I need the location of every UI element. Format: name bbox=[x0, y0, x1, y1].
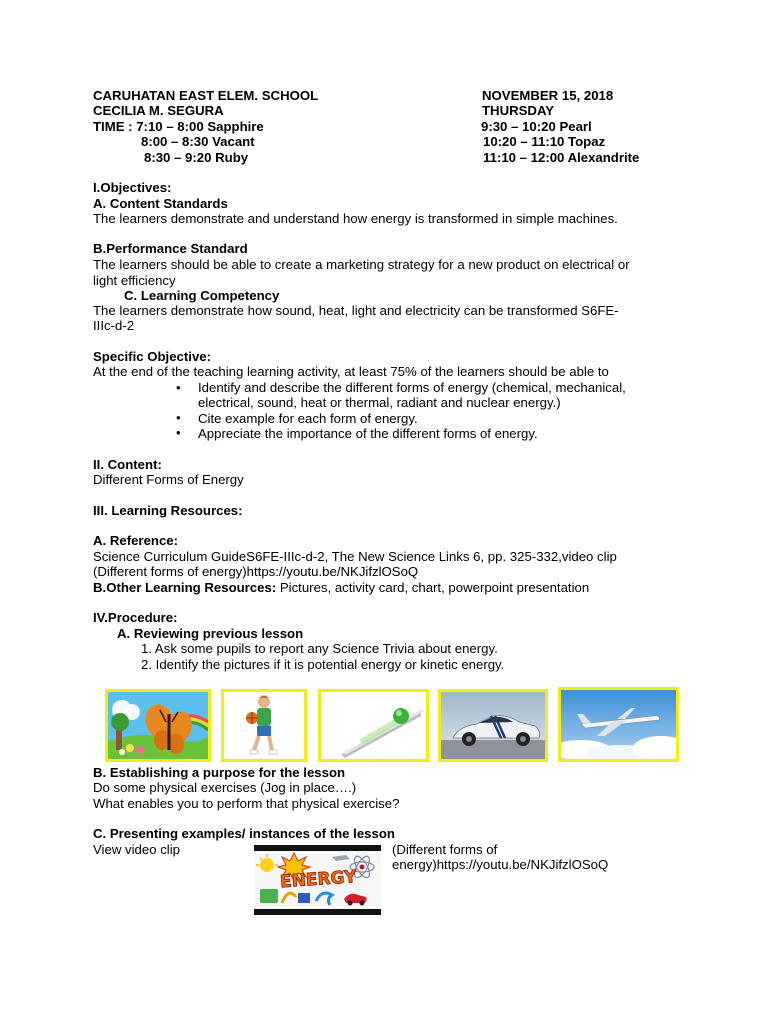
schedule-item: 8:00 – 8:30 Vacant bbox=[141, 134, 255, 149]
schedule-item: 10:20 – 11:10 Topaz bbox=[483, 134, 606, 149]
reviewing-heading: A. Reviewing previous lesson bbox=[117, 626, 304, 641]
objective-item: Appreciate the importance of the different forms of energy. bbox=[198, 426, 538, 441]
performance-standard-heading: B.Performance Standard bbox=[93, 241, 248, 256]
bullet-icon: • bbox=[176, 410, 181, 425]
reference-text: Science Curriculum GuideS6FE-IIIc-d-2, The New Science Links 6, pp. 325-332,video clip bbox=[93, 549, 617, 564]
objectives-heading: I.Objectives: bbox=[93, 180, 172, 195]
purpose-heading: B. Establishing a purpose for the lesson bbox=[93, 765, 346, 780]
performance-standard-text: light efficiency bbox=[93, 273, 176, 288]
schedule-item: 9:30 – 10:20 Pearl bbox=[481, 119, 592, 134]
bullet-icon: • bbox=[176, 380, 181, 395]
ball-on-ramp-picture bbox=[318, 689, 429, 762]
video-reference: (Different forms of bbox=[392, 842, 498, 857]
basketball-player-icon bbox=[224, 692, 304, 759]
procedure-step: 1. Ask some pupils to report any Science Trivia about energy. bbox=[141, 641, 498, 656]
energy-video-thumbnail[interactable] bbox=[254, 845, 381, 915]
car-icon bbox=[441, 692, 545, 759]
lesson-day: THURSDAY bbox=[482, 103, 555, 118]
procedure-heading: IV.Procedure: bbox=[93, 610, 178, 625]
schedule-item: TIME : 7:10 – 8:00 Sapphire bbox=[93, 119, 264, 134]
reference-text: (Different forms of energy)https://youtu.be/NKJifzlOSoQ bbox=[93, 564, 419, 579]
sports-car-picture bbox=[438, 689, 548, 762]
purpose-text: Do some physical exercises (Jog in place….) bbox=[93, 780, 357, 795]
other-resources bbox=[93, 580, 589, 596]
airplane-icon bbox=[561, 690, 676, 759]
content-standards-heading: A. Content Standards bbox=[93, 196, 228, 211]
airplane-picture bbox=[558, 687, 679, 762]
teacher-name: CECILIA M. SEGURA bbox=[93, 103, 224, 118]
rolling-ball-icon bbox=[321, 692, 426, 759]
procedure-step: 2. Identify the pictures if it is potential energy or kinetic energy. bbox=[141, 657, 505, 672]
learning-resources-heading: III. Learning Resources: bbox=[93, 503, 243, 518]
content-text: Different Forms of Energy bbox=[93, 472, 244, 487]
video-reference: energy)https://youtu.be/NKJifzlOSoQ bbox=[392, 857, 609, 872]
video-clip-label: View video clip bbox=[93, 842, 180, 857]
learning-competency-text: The learners demonstrate how sound, heat, light and electricity can be transformed S6FE- bbox=[93, 303, 619, 318]
objective-item: Cite example for each form of energy. bbox=[198, 411, 418, 426]
performance-standard-text: The learners should be able to create a marketing strategy for a new product on electrical or bbox=[93, 257, 630, 272]
basketball-boy-picture bbox=[221, 689, 307, 762]
butterfly-icon bbox=[108, 692, 208, 759]
other-resources-text: Pictures, activity card, chart, powerpoint presentation bbox=[276, 580, 590, 595]
content-standards-text: The learners demonstrate and understand how energy is transformed in simple machines. bbox=[93, 211, 618, 226]
schedule-item: 11:10 – 12:00 Alexandrite bbox=[483, 150, 640, 165]
purpose-text: What enables you to perform that physical exercise? bbox=[93, 796, 400, 811]
other-resources-label: B.Other Learning Resources: bbox=[93, 580, 277, 595]
energy-collage-icon bbox=[254, 845, 381, 915]
butterfly-picture bbox=[105, 689, 211, 762]
bullet-icon: • bbox=[176, 425, 181, 440]
lesson-date: NOVEMBER 15, 2018 bbox=[482, 88, 614, 103]
school-name: CARUHATAN EAST ELEM. SCHOOL bbox=[93, 88, 319, 103]
specific-objective-intro: At the end of the teaching learning activity, at least 75% of the learners should be able to bbox=[93, 364, 609, 379]
learning-competency-heading: C. Learning Competency bbox=[124, 288, 280, 303]
presenting-heading: C. Presenting examples/ instances of the lesson bbox=[93, 826, 395, 841]
reference-heading: A. Reference: bbox=[93, 533, 179, 548]
content-heading: II. Content: bbox=[93, 457, 162, 472]
objective-item: electrical, sound, heat or thermal, radiant and nuclear energy.) bbox=[198, 395, 561, 410]
schedule-item: 8:30 – 9:20 Ruby bbox=[144, 150, 249, 165]
specific-objective-heading: Specific Objective: bbox=[93, 349, 211, 364]
objective-item: Identify and describe the different forms of energy (chemical, mechanical, bbox=[198, 380, 626, 395]
learning-competency-text: IIIc-d-2 bbox=[93, 318, 135, 333]
energy-title: ENERGY bbox=[279, 867, 358, 893]
